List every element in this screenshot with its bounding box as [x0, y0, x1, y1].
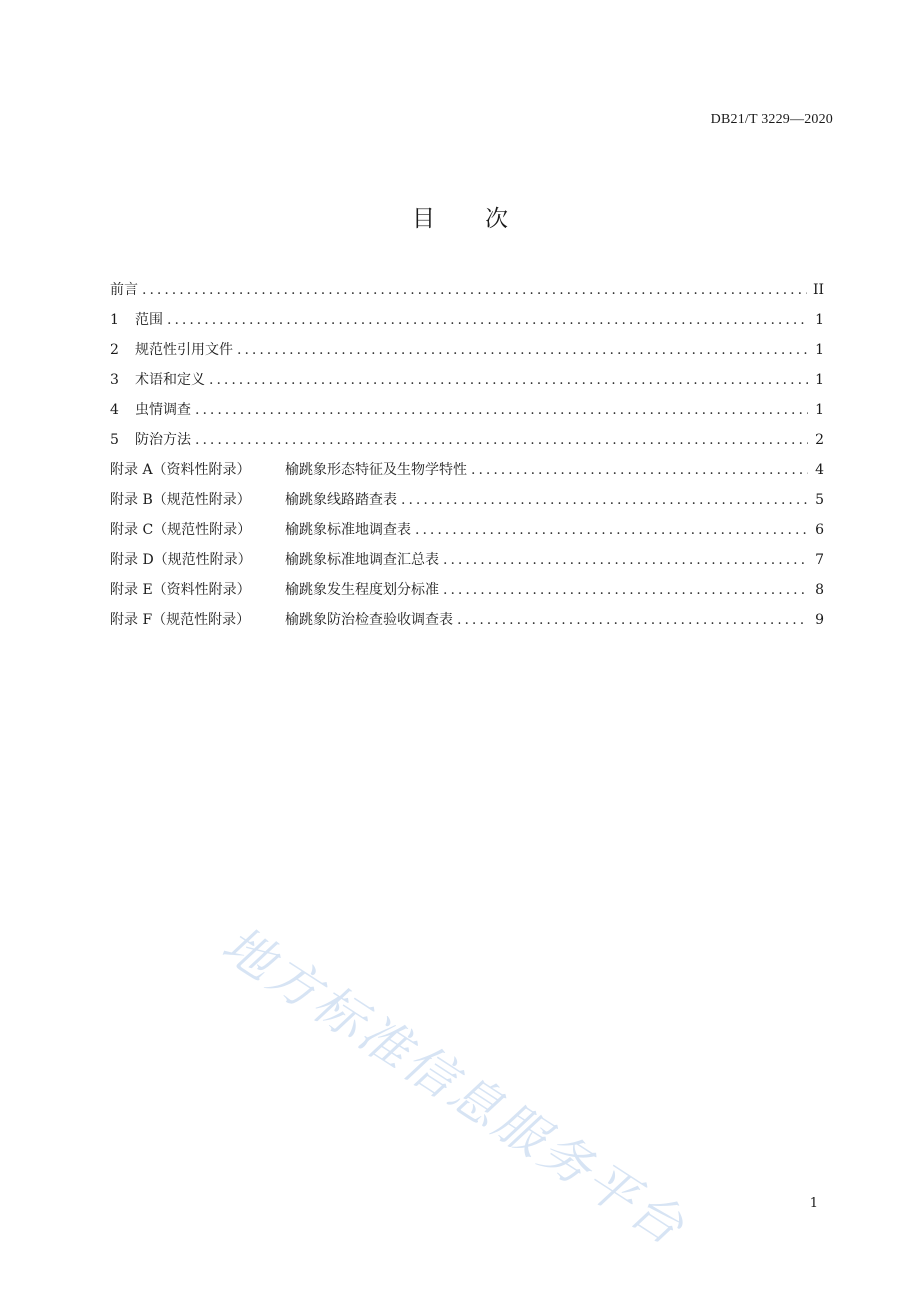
toc-leader-dots [457, 608, 808, 632]
toc-entry-number: 2 [110, 342, 119, 358]
toc-entry-text: 榆跳象防治检查验收调查表 [285, 612, 453, 628]
appendix-tag: 附录 D（规范性附录） [110, 552, 252, 568]
table-of-contents [110, 278, 824, 638]
appendix-tag: 附录 B（规范性附录） [110, 492, 251, 508]
toc-entry-number: 3 [110, 372, 119, 388]
appendix-tag: 附录 F（规范性附录） [110, 612, 251, 628]
toc-title-right: 次 [485, 206, 508, 232]
toc-entry-label [110, 398, 191, 422]
toc-entry-terms[interactable] [110, 368, 824, 398]
toc-entry-pest-survey[interactable] [110, 398, 824, 428]
toc-leader-dots [471, 458, 808, 482]
appendix-tag: 附录 E（资料性附录） [110, 582, 251, 598]
document-code: DB21/T 3229—2020 [710, 112, 833, 127]
toc-entry-appendix-b[interactable] [110, 488, 824, 518]
toc-entry-label [110, 458, 467, 482]
toc-leader-dots [167, 308, 808, 332]
toc-leader-dots [237, 338, 808, 362]
toc-entry-text: 术语和定义 [135, 372, 205, 388]
toc-entry-label: 前言 [110, 282, 138, 298]
toc-entry-page: 6 [815, 522, 824, 538]
toc-entry-page: 1 [815, 372, 824, 388]
toc-entry-page: 4 [815, 462, 824, 478]
toc-entry-text: 榆跳象标准地调查表 [285, 522, 411, 538]
toc-entry-appendix-d[interactable] [110, 548, 824, 578]
toc-entry-text: 范围 [135, 312, 163, 328]
toc-entry-label [110, 338, 233, 362]
toc-entry-number: 5 [110, 432, 119, 448]
toc-entry-text: 榆跳象线路踏查表 [285, 492, 397, 508]
toc-leader-dots [195, 428, 808, 452]
toc-entry-text: 防治方法 [135, 432, 191, 448]
toc-leader-dots [142, 278, 807, 302]
toc-entry-page: 1 [815, 342, 824, 358]
toc-leader-dots [443, 578, 808, 602]
toc-entry-page: II [812, 282, 824, 298]
toc-entry-label [110, 368, 205, 392]
toc-entry-number: 4 [110, 402, 119, 418]
toc-entry-label [110, 578, 439, 602]
toc-entry-page: 7 [815, 552, 824, 568]
toc-entry-page: 1 [815, 312, 824, 328]
toc-leader-dots [209, 368, 808, 392]
toc-entry-appendix-e[interactable] [110, 578, 824, 608]
toc-leader-dots [415, 518, 808, 542]
toc-entry-label [110, 608, 453, 632]
toc-leader-dots [195, 398, 808, 422]
toc-entry-normative-references[interactable] [110, 338, 824, 368]
toc-entry-appendix-a[interactable] [110, 458, 824, 488]
watermark: 地方标准信息服务平台 [212, 915, 697, 1258]
page-number: 1 [809, 1196, 818, 1211]
toc-entry-page: 1 [815, 402, 824, 418]
toc-entry-control-methods[interactable] [110, 428, 824, 458]
toc-entry-label [110, 548, 439, 572]
toc-entry-page: 5 [815, 492, 824, 508]
toc-entry-scope[interactable] [110, 308, 824, 338]
toc-entry-appendix-f[interactable] [110, 608, 824, 638]
toc-entry-label [110, 518, 411, 542]
toc-entry-label [110, 308, 163, 332]
toc-entry-text: 榆跳象形态特征及生物学特性 [285, 462, 467, 478]
toc-entry-label [110, 488, 397, 512]
toc-entry-appendix-c[interactable] [110, 518, 824, 548]
toc-entry-label [110, 428, 191, 452]
toc-title-left: 目 [412, 206, 435, 232]
toc-entry-text: 榆跳象标准地调查汇总表 [285, 552, 439, 568]
toc-entry-text: 榆跳象发生程度划分标准 [285, 582, 439, 598]
toc-entry-page: 9 [815, 612, 824, 628]
toc-leader-dots [443, 548, 808, 572]
toc-entry-text: 虫情调查 [135, 402, 191, 418]
toc-entry-page: 2 [815, 432, 824, 448]
toc-entry-text: 规范性引用文件 [135, 342, 233, 358]
toc-leader-dots [401, 488, 808, 512]
toc-entry-preface[interactable] [110, 278, 824, 308]
toc-title [0, 200, 920, 233]
toc-entry-page: 8 [815, 582, 824, 598]
appendix-tag: 附录 C（规范性附录） [110, 522, 252, 538]
appendix-tag: 附录 A（资料性附录） [110, 462, 251, 478]
toc-entry-number: 1 [110, 312, 119, 328]
